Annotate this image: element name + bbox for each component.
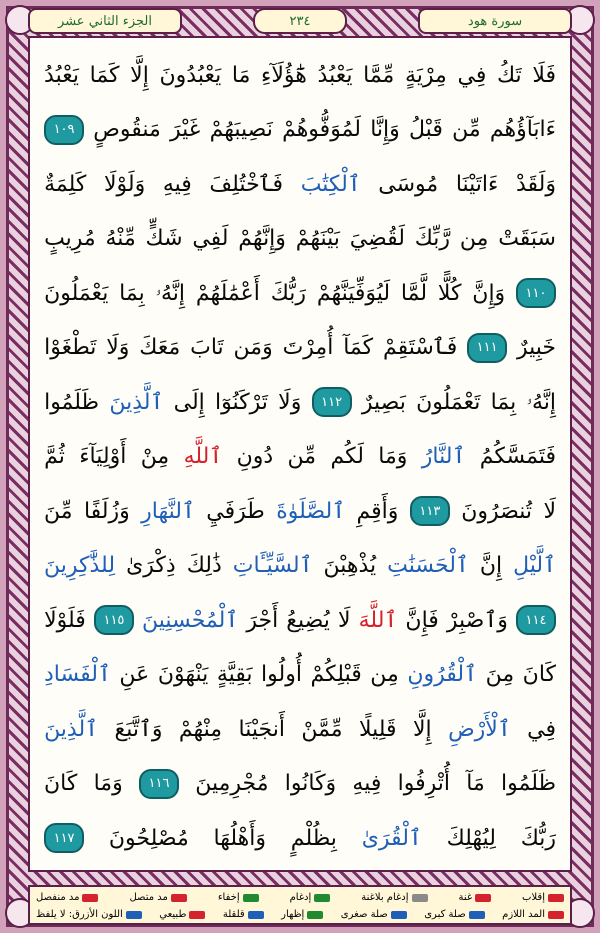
quran-word: غَيْرَ	[170, 117, 201, 143]
quran-word: يَعْبُدُ	[44, 62, 79, 88]
quran-word: بَصِيرٌ	[361, 389, 406, 415]
legend-label: مد متصل	[129, 892, 168, 903]
legend-item	[290, 892, 331, 903]
quran-word: مِّمَّنْ	[301, 716, 343, 742]
quran-word: قَبْلِكُمْ	[310, 662, 362, 688]
quran-word: نَصِيبَهُمْ	[209, 117, 273, 143]
quran-word: وَإِنَّهُمْ	[238, 226, 286, 252]
quran-word: يَنْهَوْنَ	[157, 662, 209, 688]
quran-word: لَا	[337, 607, 351, 633]
quran-word: مِّمَّا	[363, 62, 395, 88]
color-swatch-icon	[412, 894, 428, 902]
quran-word: كَمَآ	[343, 335, 374, 361]
quran-word: إِنَّهُۥ	[526, 389, 556, 415]
quran-word: أُتْرِفُوا	[397, 771, 450, 797]
text-line	[44, 266, 556, 321]
text-line	[44, 321, 556, 376]
quran-word: يُذْهِبْنَ	[323, 553, 377, 579]
quran-word: فِيهِ	[162, 171, 192, 197]
legend-item	[223, 909, 264, 920]
color-swatch-icon	[243, 894, 259, 902]
quran-word: فِي	[457, 62, 487, 88]
quran-word: وَلَا	[278, 389, 302, 415]
legend-label: إدغام	[289, 892, 312, 903]
quran-word: ءَابَآؤُهُم	[489, 117, 556, 143]
legend-row	[36, 906, 564, 923]
quran-word: مِّنْهُ	[105, 226, 136, 252]
text-line	[44, 48, 556, 103]
quran-word: ٱلسَّيِّـَٔاتِ	[232, 553, 313, 579]
legend-label: اللون الأزرق: لا يلفظ	[36, 909, 123, 920]
surah-label: سورة هود	[418, 8, 572, 34]
ayah-number-marker: ١١٥	[94, 605, 134, 635]
quran-word: لَّمَّا	[400, 280, 428, 306]
quran-word: مَنقُوصٍ	[93, 117, 161, 143]
quran-word: كَلِمَةٌ	[44, 171, 87, 197]
text-line	[44, 811, 556, 866]
quran-word: يَعْمَلُونَ	[44, 280, 109, 306]
quran-word: وَأَهْلُهَا	[213, 825, 266, 851]
quran-word: كَمَا	[89, 62, 120, 88]
text-line	[44, 593, 556, 648]
ayah-number-marker: ١٠٩	[44, 115, 84, 145]
quran-word: ٱلنَّارُ	[421, 444, 466, 470]
quran-word: إِنَّ	[479, 553, 503, 579]
text-line	[44, 430, 556, 485]
legend-label: مد منفصل	[36, 892, 80, 903]
color-swatch-icon	[469, 911, 485, 919]
text-line	[44, 103, 556, 158]
quran-word: هَٰٓؤُلَآءِ	[261, 62, 307, 88]
quran-word: تَابَ	[190, 335, 224, 361]
quran-word: ظَلَمُوا	[44, 389, 100, 415]
quran-word: مِنْهُمْ	[178, 716, 223, 742]
quran-word: وَلَوْلَا	[103, 171, 146, 197]
page-number: ٢٣٤	[253, 8, 347, 34]
legend-item	[361, 892, 427, 903]
quran-word: ٱلْكِتَٰبَ	[300, 171, 361, 197]
quran-word: كَانَ	[522, 662, 556, 688]
quran-word: مِن	[459, 226, 489, 252]
quran-word: بِظُلْمٍ	[290, 825, 337, 851]
color-swatch-icon	[548, 894, 564, 902]
quran-word: فَلَوْلَا	[44, 607, 86, 633]
quran-word: وَلَا	[106, 335, 130, 361]
quran-word: وَٱتَّبَعَ	[114, 716, 163, 742]
legend-item	[129, 892, 186, 903]
quran-word: بَيْنَهُمْ	[295, 226, 340, 252]
legend-label: إقلاب	[522, 892, 545, 903]
legend-item	[36, 892, 98, 903]
quran-word: ٱللَّهَ	[358, 607, 398, 633]
quran-word: وَمَا	[378, 444, 408, 470]
quran-word: لَا	[543, 498, 556, 524]
quran-word: ٱلَّذِينَ	[44, 716, 99, 742]
quran-word: مُجْرِمِينَ	[195, 771, 269, 797]
quran-word: ٱللَّهِ	[183, 444, 223, 470]
text-line	[44, 757, 556, 812]
legend-label: إدغام بلاغنة	[361, 892, 409, 903]
text-line	[44, 539, 556, 594]
quran-word: خَبِيرٌ	[516, 335, 556, 361]
quran-word: قَبْلُ	[409, 117, 443, 143]
quran-word: مِّن	[452, 117, 481, 143]
quran-word: بِمَا	[490, 389, 517, 415]
text-line	[44, 375, 556, 430]
quran-word: وَزُلَفًا	[83, 498, 130, 524]
legend-item	[159, 909, 205, 920]
quran-word: أَنجَيْنَا	[238, 716, 285, 742]
legend-label: المد اللازم	[502, 909, 545, 920]
quran-word: ٱلنَّهَارِ	[141, 498, 195, 524]
quran-word: مَعَكَ	[139, 335, 181, 361]
quran-word: دُونِ	[236, 444, 274, 470]
color-swatch-icon	[314, 894, 330, 902]
legend-label: غنة	[458, 892, 473, 903]
legend-label: صلة كبرى	[424, 909, 466, 920]
quran-word: فِي	[527, 716, 556, 742]
quran-word: تَرْكَنُوٓا	[215, 389, 268, 415]
quran-word: كَانَ	[44, 771, 78, 797]
text-line	[44, 648, 556, 703]
quran-word: ءَاتَيْنَا	[455, 171, 499, 197]
quran-word: بَقِيَّةٍ	[216, 662, 253, 688]
quran-word: تَعْمَلُونَ	[416, 389, 481, 415]
ayah-number-marker: ١١٦	[139, 769, 179, 799]
quran-word: كُلًّا	[437, 280, 462, 306]
quran-word: سَبَقَتْ	[498, 226, 556, 252]
quran-word: فَلَا	[532, 62, 556, 88]
legend-item	[424, 909, 484, 920]
quran-word: لِلذَّٰكِرِينَ	[44, 553, 116, 579]
color-swatch-icon	[189, 911, 205, 919]
legend-item	[341, 909, 407, 920]
quran-word: تَكُ	[497, 62, 522, 88]
quran-word: مَآ	[466, 771, 485, 797]
legend-label: إخفاء	[217, 892, 240, 903]
legend-item	[522, 892, 564, 903]
quran-word: ٱلْمُحْسِنِينَ	[142, 607, 239, 633]
quran-word: وَإِنَّا	[370, 117, 400, 143]
quran-word: عَنِ	[119, 662, 150, 688]
quran-word: وَمَن	[233, 335, 273, 361]
quran-word: أَوْلِيَآءَ	[79, 444, 127, 470]
juz-label: الجزء الثاني عشر	[28, 8, 182, 34]
quran-word: إِنَّهُۥ	[155, 280, 186, 306]
text-lines	[44, 48, 556, 866]
page-header	[28, 8, 572, 32]
quran-word: ذِكْرَىٰ	[126, 553, 176, 579]
quran-word: لَكُم	[330, 444, 364, 470]
quran-word: وَأَقِمِ	[356, 498, 399, 524]
color-swatch-icon	[171, 894, 187, 902]
legend-label: إظهار	[281, 909, 305, 920]
quran-word: طَرَفَيِ	[206, 498, 265, 524]
quran-word: يَعْبُدُونَ	[159, 62, 222, 88]
color-swatch-icon	[307, 911, 323, 919]
quran-word: شَكٍّ	[145, 226, 183, 252]
legend-label: طبيعي	[159, 909, 187, 920]
quran-word: يَعْبُدُ	[317, 62, 353, 88]
quran-word: إِلَّا	[412, 716, 432, 742]
quran-word: أُمِرْتَ	[282, 335, 334, 361]
quran-word: لَيُوَفِّيَنَّهُمْ	[316, 280, 391, 306]
quran-word: ٱلَّيْلِ	[513, 553, 556, 579]
quran-word: وَمَا	[93, 771, 123, 797]
color-swatch-icon	[548, 911, 564, 919]
ayah-number-marker: ١١٣	[410, 496, 450, 526]
quran-word: إِلَى	[173, 389, 205, 415]
quran-word: فِيهِ	[352, 771, 382, 797]
quran-word: أَجْرَ	[246, 607, 279, 633]
quran-word: ظَلَمُوا	[501, 771, 556, 797]
quran-word: مِّن	[287, 444, 317, 470]
quran-word: مِنَ	[485, 662, 515, 688]
quran-word: مُرِيبٍ	[44, 226, 96, 252]
legend-row	[36, 889, 564, 906]
quran-word: لَمُوَفُّوهُمْ	[282, 117, 361, 143]
legend-label: قلقلة	[222, 909, 245, 920]
quran-word: رَبُّكَ	[520, 825, 556, 851]
quran-word: إِلَّا	[130, 62, 149, 88]
text-line	[44, 484, 556, 539]
quran-word: مَا	[231, 62, 251, 88]
legend-item	[36, 909, 142, 920]
quran-text-panel	[28, 36, 572, 872]
ayah-number-marker: ١١٠	[516, 278, 556, 308]
legend-item	[458, 892, 491, 903]
color-swatch-icon	[248, 911, 264, 919]
ayah-number-marker: ١١١	[467, 333, 507, 363]
legend-item	[218, 892, 259, 903]
quran-word: ثُمَّ	[44, 444, 65, 470]
quran-word: فَٱسْتَقِمْ	[382, 335, 458, 361]
legend-label: صلة صغرى	[340, 909, 388, 920]
color-swatch-icon	[82, 894, 98, 902]
quran-word: ٱلْحَسَنَٰتِ	[387, 553, 469, 579]
quran-word: يُضِيعُ	[286, 607, 330, 633]
quran-word: ٱلْقُرَىٰ	[361, 825, 422, 851]
legend-item	[502, 909, 564, 920]
quran-word: رَّبِّكَ	[414, 226, 451, 252]
quran-word: ٱلْقُرُونِ	[407, 662, 478, 688]
quran-word: ٱلصَّلَوٰةَ	[276, 498, 346, 524]
legend-item	[281, 909, 323, 920]
color-swatch-icon	[126, 911, 142, 919]
ayah-number-marker: ١١٤	[516, 605, 556, 635]
quran-word: مِن	[370, 662, 399, 688]
tajweed-legend	[28, 885, 572, 925]
quran-word: مِرْيَةٍ	[405, 62, 447, 88]
quran-word: قَلِيلًا	[359, 716, 397, 742]
quran-word: فَتَمَسَّكُمُ	[479, 444, 556, 470]
quran-word: تُنصَرُونَ	[461, 498, 533, 524]
quran-word: أَعْمَٰلَهُمْ	[195, 280, 260, 306]
quran-word: ٱلْفَسَادِ	[44, 662, 111, 688]
text-line	[44, 157, 556, 212]
quran-word: أُولُوا	[261, 662, 302, 688]
quran-word: رَبُّكَ	[270, 280, 306, 306]
text-line	[44, 212, 556, 267]
quran-word: لَفِي	[192, 226, 229, 252]
quran-word: فَإِنَّ	[405, 607, 439, 633]
ayah-number-marker: ١١٢	[312, 387, 352, 417]
quran-word: تَطْغَوْا	[44, 335, 97, 361]
quran-word: ٱلَّذِينَ	[109, 389, 164, 415]
quran-word: وَإِنَّ	[472, 280, 506, 306]
color-swatch-icon	[475, 894, 491, 902]
quran-word: وَٱصْبِرْ	[446, 607, 508, 633]
quran-word: فَٱخْتُلِفَ	[209, 171, 284, 197]
quran-word: لَقُضِيَ	[349, 226, 405, 252]
quran-word: مِّنَ	[44, 498, 73, 524]
quran-word: مُوسَى	[378, 171, 439, 197]
text-line	[44, 702, 556, 757]
quran-word: ذَٰلِكَ	[186, 553, 222, 579]
quran-word: ٱلْأَرْضِ	[448, 716, 511, 742]
quran-word: وَلَقَدْ	[515, 171, 556, 197]
quran-word: وَكَانُوا	[284, 771, 337, 797]
quran-word: بِمَا	[119, 280, 145, 306]
color-swatch-icon	[391, 911, 407, 919]
quran-word: مِنْ	[140, 444, 170, 470]
quran-word: مُصْلِحُونَ	[108, 825, 189, 851]
ayah-number-marker: ١١٧	[44, 823, 84, 853]
quran-word: لِيُهْلِكَ	[446, 825, 496, 851]
